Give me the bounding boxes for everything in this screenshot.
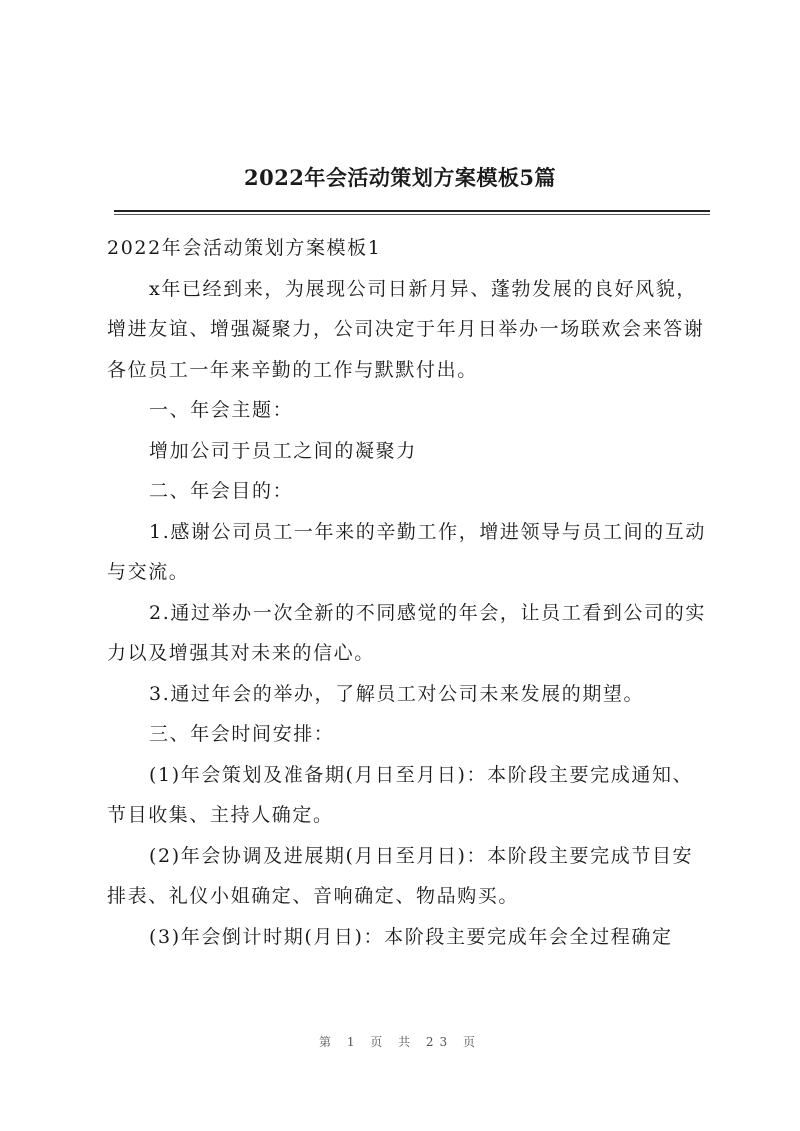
paragraph-theme: 增加公司于员工之间的凝聚力: [149, 439, 417, 462]
heading-schedule: 三、年会时间安排：: [149, 723, 335, 745]
paragraph-schedule-3: (3)年会倒计时期(月日)：本阶段主要完成年会全过程确定: [149, 925, 673, 948]
title-divider-thin: [114, 214, 710, 215]
heading-theme: 一、年会主题：: [149, 399, 294, 421]
paragraph-schedule-2: (2)年会协调及进展期(月日至月日)：本阶段主要完成节目安排表、礼仪小姐确定、音响确定、物品购买。: [107, 844, 694, 907]
paragraph-intro: x年已经到来，为展现公司日新月异、蓬勃发展的良好风貌，增进友谊、增强凝聚力，公司决定于年月日举办一场联欢会来答谢各位员工一年来辛勤的工作与默默付出。: [107, 277, 705, 381]
document-body: [107, 228, 707, 957]
section-heading: 2022年会活动策划方案模板1: [107, 237, 382, 259]
document-title: 2022年会活动策划方案模板5篇: [243, 165, 557, 190]
heading-purpose: 二、年会目的：: [149, 480, 294, 502]
paragraph-schedule-1: (1)年会策划及准备期(月日至月日)：本阶段主要完成通知、节目收集、主持人确定。: [107, 763, 694, 826]
paragraph-purpose-3: 3.通过年会的举办，了解员工对公司未来发展的期望。: [149, 682, 645, 705]
paragraph-purpose-2: 2.通过举办一次全新的不同感觉的年会，让员工看到公司的实力以及增强其对未来的信心。: [107, 601, 706, 664]
page-number-footer: 第 1 页 共 23 页: [319, 1035, 481, 1049]
paragraph-purpose-1: 1.感谢公司员工一年来的辛勤工作，增进领导与员工间的互动与交流。: [107, 520, 706, 583]
title-divider: [114, 210, 710, 212]
